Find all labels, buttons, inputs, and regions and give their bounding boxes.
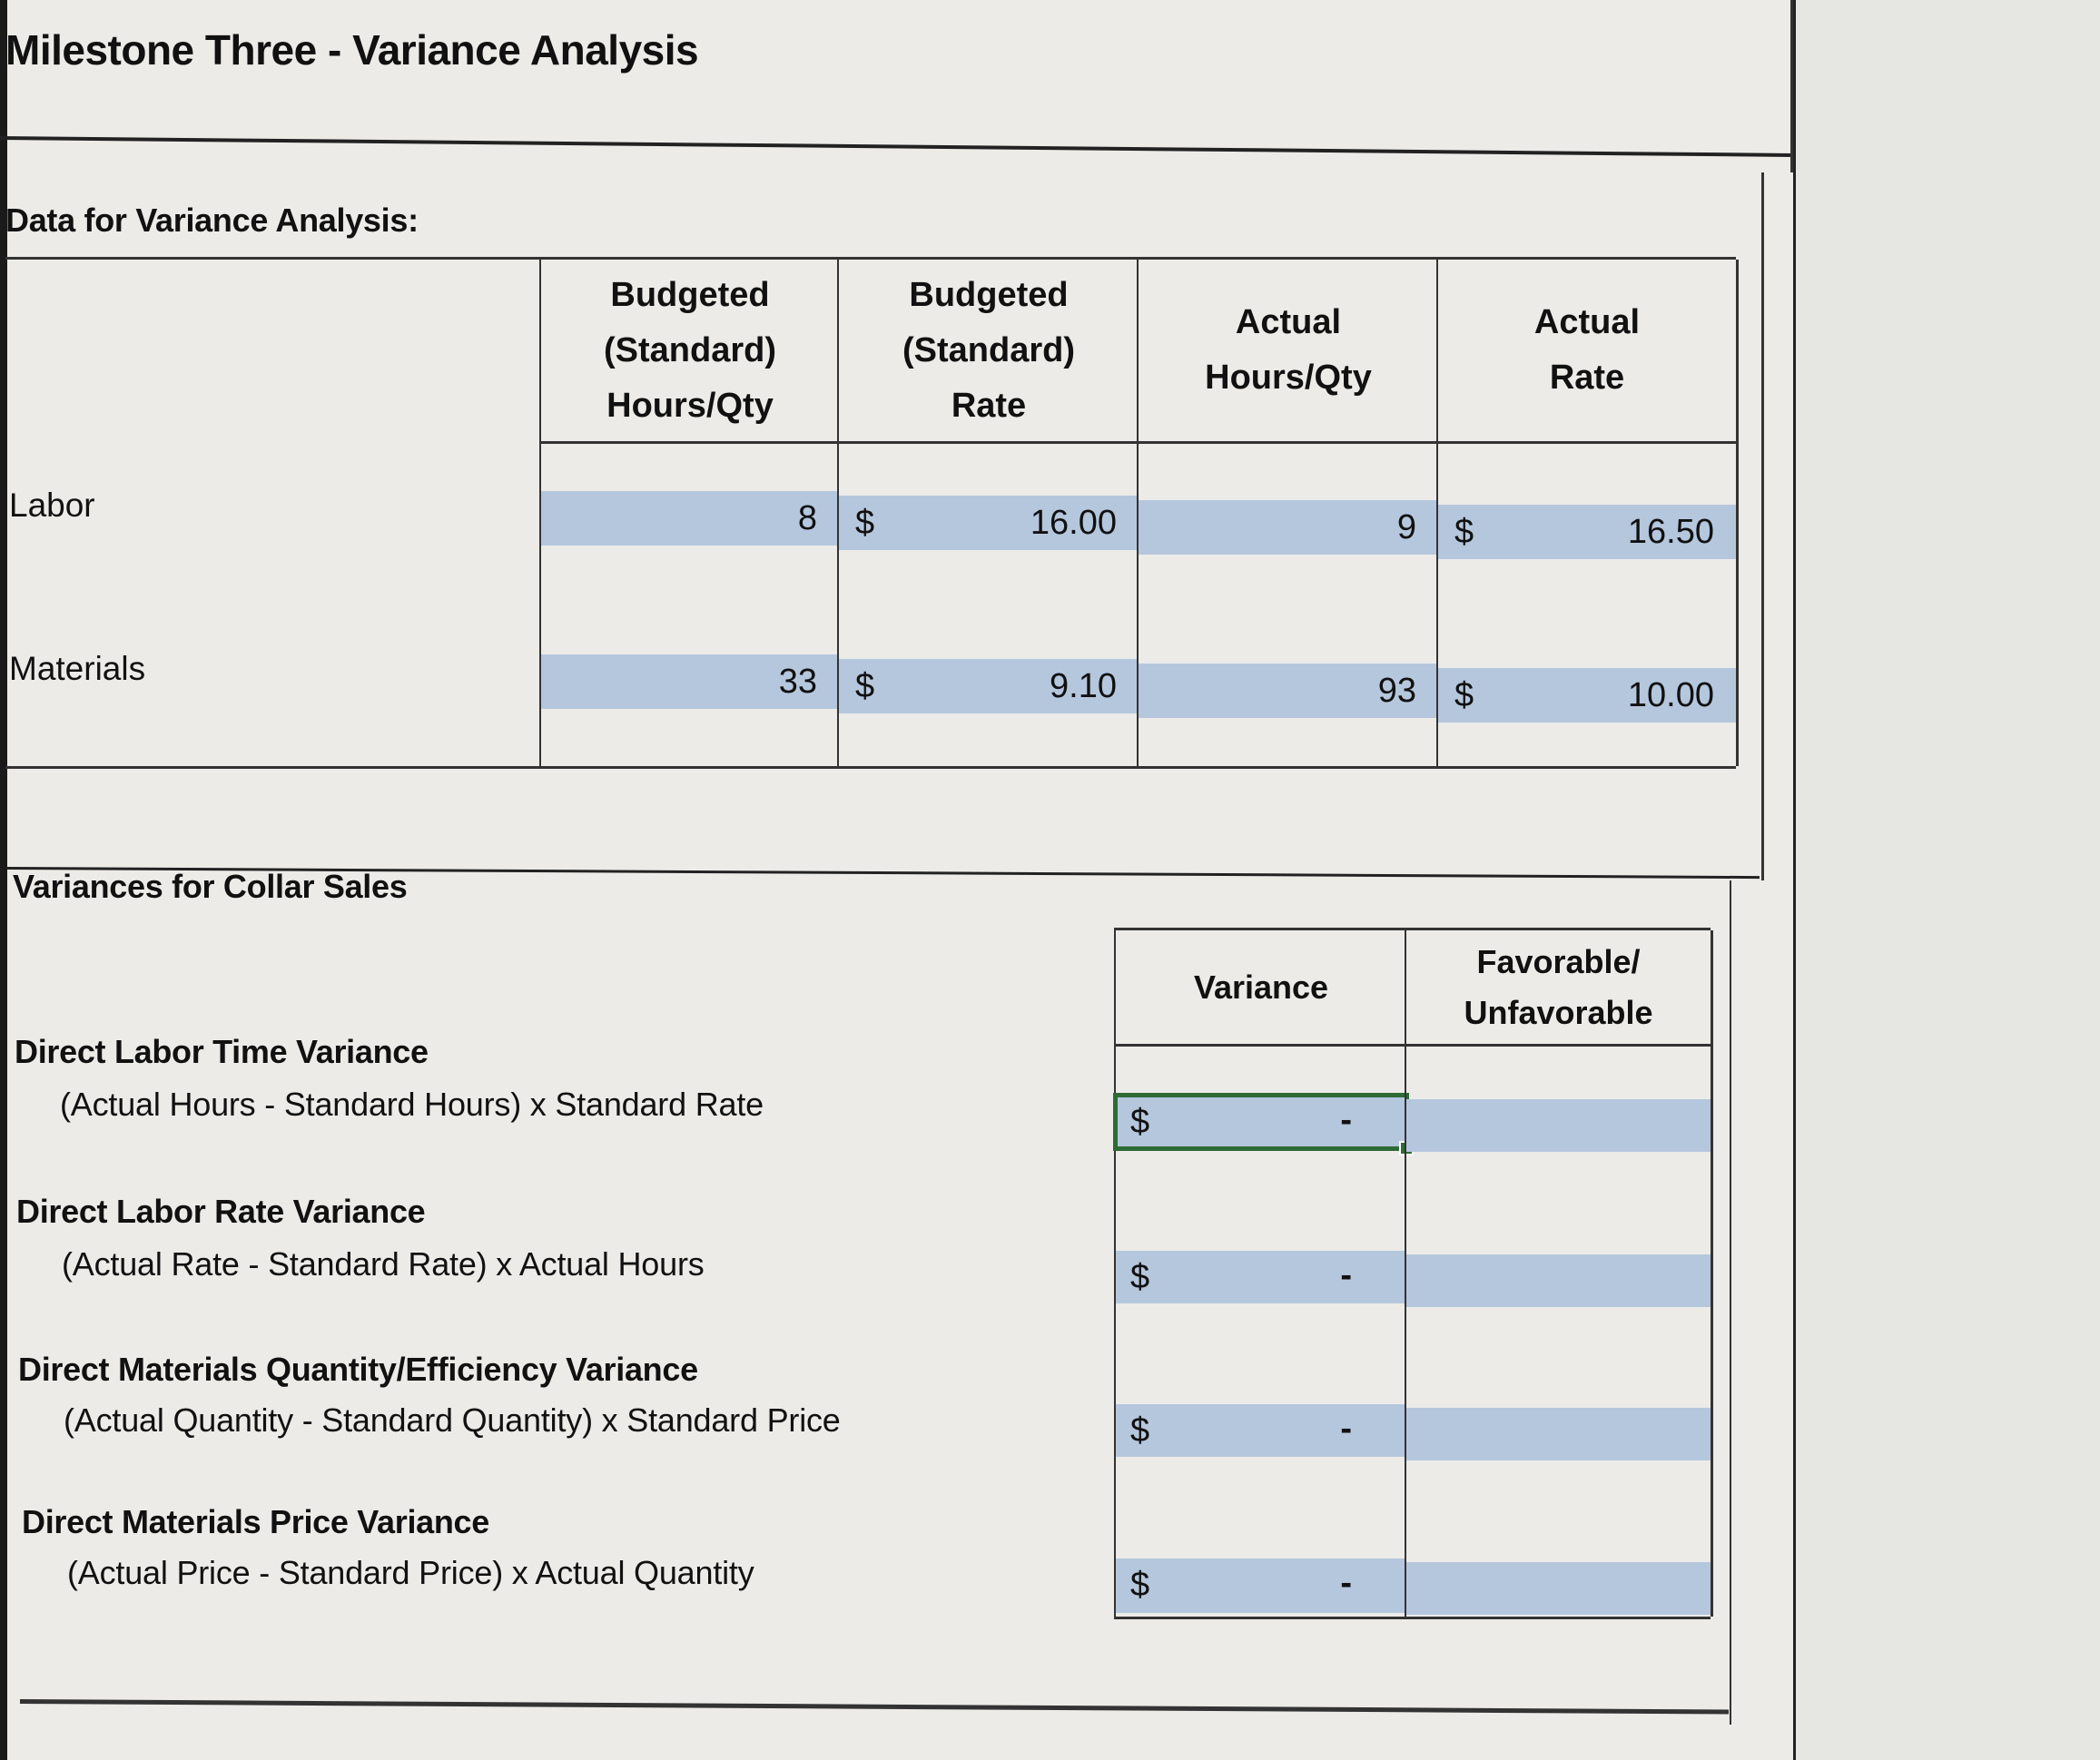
column-variance (1114, 930, 1406, 1617)
cell-variance-materials-price[interactable] (1116, 1558, 1406, 1613)
sheet-border (1730, 880, 1731, 1725)
cell-value: 16.00 (1030, 503, 1117, 542)
cell-value: - (1340, 1564, 1352, 1602)
cell-labor-budgeted-hours[interactable] (541, 491, 839, 546)
cell-value: 9 (1396, 507, 1416, 546)
row-label-materials: Materials (9, 650, 146, 687)
title-divider (0, 136, 1793, 157)
variance-title-materials-price: Direct Materials Price Variance (22, 1503, 490, 1540)
currency-symbol: $ (855, 666, 875, 705)
variance-title-labor-time: Direct Labor Time Variance (15, 1033, 429, 1070)
currency-symbol: $ (1130, 1566, 1150, 1604)
variance-formula-materials-price: (Actual Price - Standard Price) x Actual Quantity (67, 1554, 754, 1591)
cell-variance-labor-time[interactable] (1116, 1096, 1406, 1148)
currency-symbol: $ (1130, 1258, 1150, 1296)
variance-formula-labor-rate: (Actual Rate - Standard Rate) x Actual Hours (62, 1245, 705, 1283)
variance-section-label: Variances for Collar Sales (13, 868, 408, 905)
cell-value: 10.00 (1627, 675, 1714, 714)
header-line: Budgeted (610, 275, 770, 314)
header-line: Actual (1533, 303, 1641, 341)
variance-table (1114, 928, 1711, 1619)
header-line: Favorable/ (1476, 942, 1641, 980)
column-header-budgeted-rate (839, 260, 1139, 444)
header-line: Rate (951, 386, 1027, 425)
currency-symbol: $ (1454, 512, 1474, 551)
cell-value: 16.50 (1627, 512, 1714, 551)
column-budgeted-rate (837, 260, 1139, 766)
currency-symbol: $ (855, 503, 875, 542)
header-line: Budgeted (909, 275, 1069, 314)
cell-materials-actual-qty[interactable] (1139, 664, 1438, 718)
cell-value: - (1340, 1410, 1352, 1448)
header-line: Hours/Qty (606, 386, 774, 425)
cell-fu-materials-price[interactable] (1406, 1562, 1711, 1615)
column-header-actual-hours (1139, 260, 1438, 444)
currency-symbol: $ (1454, 675, 1474, 714)
cell-value: 9.10 (1050, 666, 1117, 705)
cell-materials-budgeted-rate[interactable] (839, 659, 1139, 713)
header-line: (Standard) (604, 330, 776, 369)
cell-labor-actual-rate[interactable] (1438, 505, 1736, 559)
header-line: Rate (1549, 359, 1625, 397)
column-actual-hours (1137, 260, 1438, 766)
header-line: Hours/Qty (1205, 359, 1372, 397)
cell-materials-budgeted-qty[interactable] (541, 654, 839, 709)
column-actual-rate (1436, 260, 1739, 766)
cell-fu-labor-time[interactable] (1406, 1099, 1711, 1152)
cell-value: - (1340, 1256, 1352, 1294)
row-label-labor: Labor (9, 487, 95, 524)
cell-materials-actual-rate[interactable] (1438, 668, 1736, 723)
page-title: Milestone Three - Variance Analysis (5, 26, 699, 74)
data-table (5, 257, 1736, 769)
column-header-favorable-unfavorable (1406, 930, 1711, 1047)
cell-variance-labor-rate[interactable] (1116, 1251, 1406, 1303)
variance-title-materials-quantity: Direct Materials Quantity/Efficiency Variance (18, 1351, 698, 1388)
sheet-border (1761, 172, 1764, 880)
column-header-variance (1116, 930, 1406, 1047)
cell-fu-materials-quantity[interactable] (1406, 1408, 1711, 1460)
column-header-actual-rate (1438, 260, 1736, 444)
cell-labor-actual-hours[interactable] (1139, 500, 1438, 555)
cell-variance-materials-quantity[interactable] (1116, 1404, 1406, 1457)
data-section-label: Data for Variance Analysis: (5, 202, 419, 239)
cell-value: 8 (797, 498, 817, 537)
header-line: (Standard) (902, 330, 1075, 369)
variance-formula-labor-time: (Actual Hours - Standard Hours) x Standard Rate (60, 1086, 764, 1123)
variance-formula-materials-quantity: (Actual Quantity - Standard Quantity) x Standard Price (64, 1401, 841, 1439)
cell-labor-budgeted-rate[interactable] (839, 496, 1139, 550)
column-header-budgeted-hours (541, 260, 839, 444)
column-favorable-unfavorable (1405, 930, 1713, 1617)
currency-symbol: $ (1130, 1411, 1150, 1450)
variance-title-labor-rate: Direct Labor Rate Variance (16, 1193, 426, 1230)
currency-symbol: $ (1130, 1103, 1150, 1141)
cell-value: - (1340, 1101, 1352, 1139)
header-line: Unfavorable (1464, 993, 1653, 1031)
cell-value: 93 (1377, 671, 1416, 710)
bottom-divider (20, 1699, 1729, 1714)
cell-fu-labor-rate[interactable] (1406, 1254, 1711, 1307)
header-line: Variance (1193, 968, 1329, 1006)
adjacent-blank-area (1793, 0, 2100, 1760)
column-budgeted-hours (539, 260, 839, 766)
header-line: Actual (1235, 303, 1342, 341)
cell-value: 33 (778, 662, 817, 701)
